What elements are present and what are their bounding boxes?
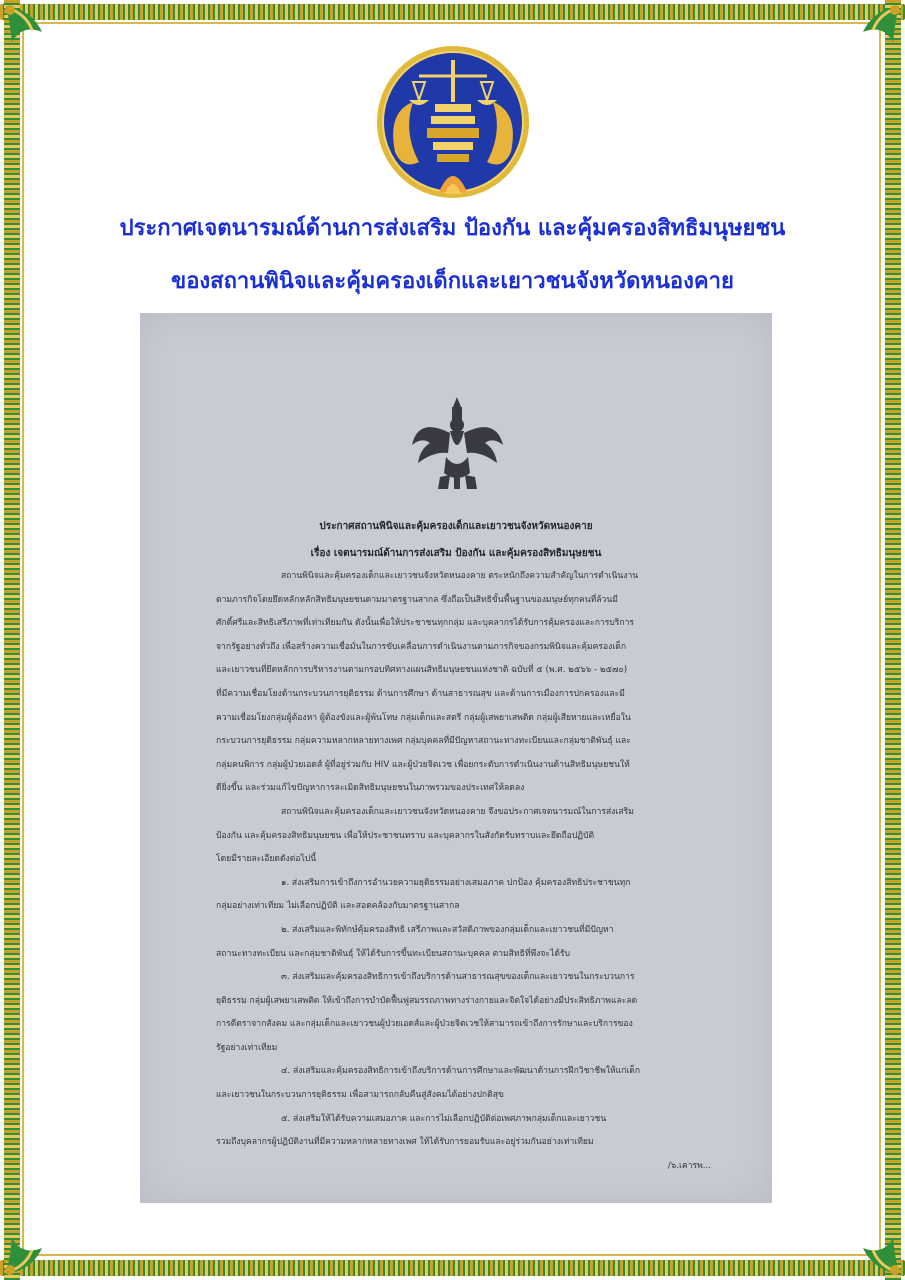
document-line: ยุติธรรม กลุ่มผู้เสพยาเสพติด ให้เข้าถึงการบำบัดฟื้นฟูสมรรถภาพทางร่างกายและจิตใจได้อย่างมีประสิทธิภาพและลด: [216, 995, 638, 1006]
frame-border-right: [885, 0, 901, 1280]
document-line: ป้องกัน และคุ้มครองสิทธิมนุษยชน เพื่อให้ประชาชนทราบ และบุคลากรในสังกัดรับทราบและยึดถือปฏิบัติ: [216, 830, 595, 841]
frame-border-left: [4, 0, 20, 1280]
document-line: ๑. ส่งเสริมการเข้าถึงการอำนวยความยุติธรรมอย่างเสมอภาค ปกป้อง คุ้มครองสิทธิประชาชนทุก: [281, 877, 631, 888]
document-body: [216, 565, 711, 1178]
document-line: การตีตราจากสังคม และกลุ่มเด็กและเยาวชนผู้ป่วยเอดส์และผู้ป่วยจิตเวชให้สามารถเข้าถึงการรักษาและบริการของ: [216, 1019, 633, 1030]
document-line: ๕. ส่งเสริมให้ได้รับความเสมอภาค และการไม่เลือกปฏิบัติต่อเพศภาพกลุ่มเด็กและเยาวชน: [281, 1113, 607, 1124]
document-line: กลุ่มคนพิการ กลุ่มผู้ป่วยเอดส์ ผู้ที่อยู่ร่วมกับ HIV และผู้ป่วยจิตเวช เพื่อยกระดับการดำเนินงานด้านสิทธิมนุษยชนให้: [216, 759, 630, 770]
document-line: ดียิ่งขึ้น และร่วมแก้ไขปัญหาการละเมิดสิทธิมนุษยชนในภาพรวมของประเทศให้ลดลง: [216, 783, 525, 794]
document-line: และเยาวชนที่ยึดหลักการบริหารงานตามกรอบทิศทางแผนสิทธิมนุษยชนแห่งชาติ ฉบับที่ ๕ (พ.ศ. ๒๕๖๖ - ๒๕๗๐): [216, 665, 628, 676]
page-title-line2: ของสถานพินิจและคุ้มครองเด็กและเยาวชนจังหวัดหนองคาย: [171, 269, 734, 294]
document-line: ศักดิ์ศรีและสิทธิเสรีภาพที่เท่าเทียมกัน ดังนั้นเพื่อให้ประชาชนทุกกลุ่ม และบุคลากรได้รับการคุ้มครองและการบริการ: [216, 618, 635, 629]
document-line: ความเชื่อมโยงกลุ่มผู้ต้องหา ผู้ต้องขังและผู้พ้นโทษ กลุ่มเด็กและสตรี กลุ่มผู้เสพยาเสพติด กลุ่มผู้เสียหายและเหยื่อใน: [216, 712, 631, 723]
document-line: ที่มีความเชื่อมโยงด้านกระบวนการยุติธรรม ด้านการศึกษา ด้านสาธารณสุข และด้านการเมืองการปกครองและมี: [216, 688, 625, 699]
document-line: สถานะทางทะเบียน และกลุ่มชาติพันธุ์ ให้ได้รับการขึ้นทะเบียนสถานะบุคคล ตามสิทธิที่พึงจะได้รับ: [216, 948, 570, 959]
corner-ornament-icon: [2, 2, 62, 62]
document-line: สถานพินิจและคุ้มครองเด็กและเยาวชนจังหวัดหนองคาย จึงขอประกาศเจตนารมณ์ในการส่งเสริม: [281, 806, 634, 817]
page-title-line1: ประกาศเจตนารมณ์ด้านการส่งเสริม ป้องกัน และคุ้มครองสิทธิมนุษยชน: [119, 216, 786, 241]
corner-ornament-icon: [843, 2, 903, 62]
document-line: โดยมีรายละเอียดดังต่อไปนี้: [216, 854, 317, 865]
document-line: รัฐอย่างเท่าเทียม: [216, 1042, 278, 1053]
document-photo: [140, 313, 772, 1203]
corner-ornament-icon: [843, 1218, 903, 1278]
document-line: ๔. ส่งเสริมและคุ้มครองสิทธิการเข้าถึงบริการด้านการศึกษาและพัฒนาด้านการฝึกวิชาชีพให้แก่เด็ก: [281, 1066, 641, 1077]
document-line: รวมถึงบุคลากรผู้ปฏิบัติงานที่มีความหลากหลายทางเพศ ให้ได้รับการยอมรับและอยู่ร่วมกันอย่างเท่าเทียม: [216, 1137, 594, 1148]
document-heading: ประกาศสถานพินิจและคุ้มครองเด็กและเยาวชนจังหวัดหนองคาย: [319, 521, 593, 532]
document-line: กลุ่มอย่างเท่าเทียม ไม่เลือกปฏิบัติ และสอดคล้องกับมาตรฐานสากล: [216, 901, 460, 912]
document-continuation: /๖.เคารพ...: [667, 1160, 711, 1171]
document-line: สถานพินิจและคุ้มครองเด็กและเยาวชนจังหวัดหนองคาย ตระหนักถึงความสำคัญในการดำเนินงาน: [281, 571, 639, 581]
document-line: ตามภารกิจโดยยึดหลักหลักสิทธิมนุษยชนตามมาตรฐานสากล ซึ่งถือเป็นสิทธิขั้นพื้นฐานของมนุษย์ทุกคนที่ล้วนมี: [216, 594, 618, 605]
corner-ornament-icon: [2, 1218, 62, 1278]
document-line: จากรัฐอย่างทั่วถึง เพื่อสร้างความเชื่อมั่นในการขับเคลื่อนการดำเนินงานตามภารกิจของกรมพินิจและคุ้มครองเด็ก: [216, 641, 627, 652]
document-line: ๒. ส่งเสริมและพิทักษ์คุ้มครองสิทธิ เสรีภาพและสวัสดิภาพของกลุ่มเด็กและเยาวชนที่มีปัญหา: [281, 924, 614, 935]
garuda-emblem-icon: [410, 393, 505, 493]
document-subject: เรื่อง เจตนารมณ์ด้านการส่งเสริม ป้องกัน และคุ้มครองสิทธิมนุษยชน: [310, 548, 602, 559]
document-line: ๓. ส่งเสริมและคุ้มครองสิทธิการเข้าถึงบริการด้านสาธารณสุขของเด็กและเยาวชนในกระบวนการ: [281, 972, 635, 983]
document-line: และเยาวชนในกระบวนการยุติธรรม เพื่อสามารถกลับคืนสู่สังคมได้อย่างปกติสุข: [216, 1090, 504, 1101]
document-line: กระบวนการยุติธรรม กลุ่มความหลากหลายทางเพศ กลุ่มบุคคลที่มีปัญหาสถานะทางทะเบียนและกลุ่มชาติพันธุ์ และ: [216, 736, 631, 747]
department-seal-scales-icon: [373, 42, 533, 207]
frame-border-bottom: [0, 1260, 905, 1276]
frame-border-top: [0, 4, 905, 20]
